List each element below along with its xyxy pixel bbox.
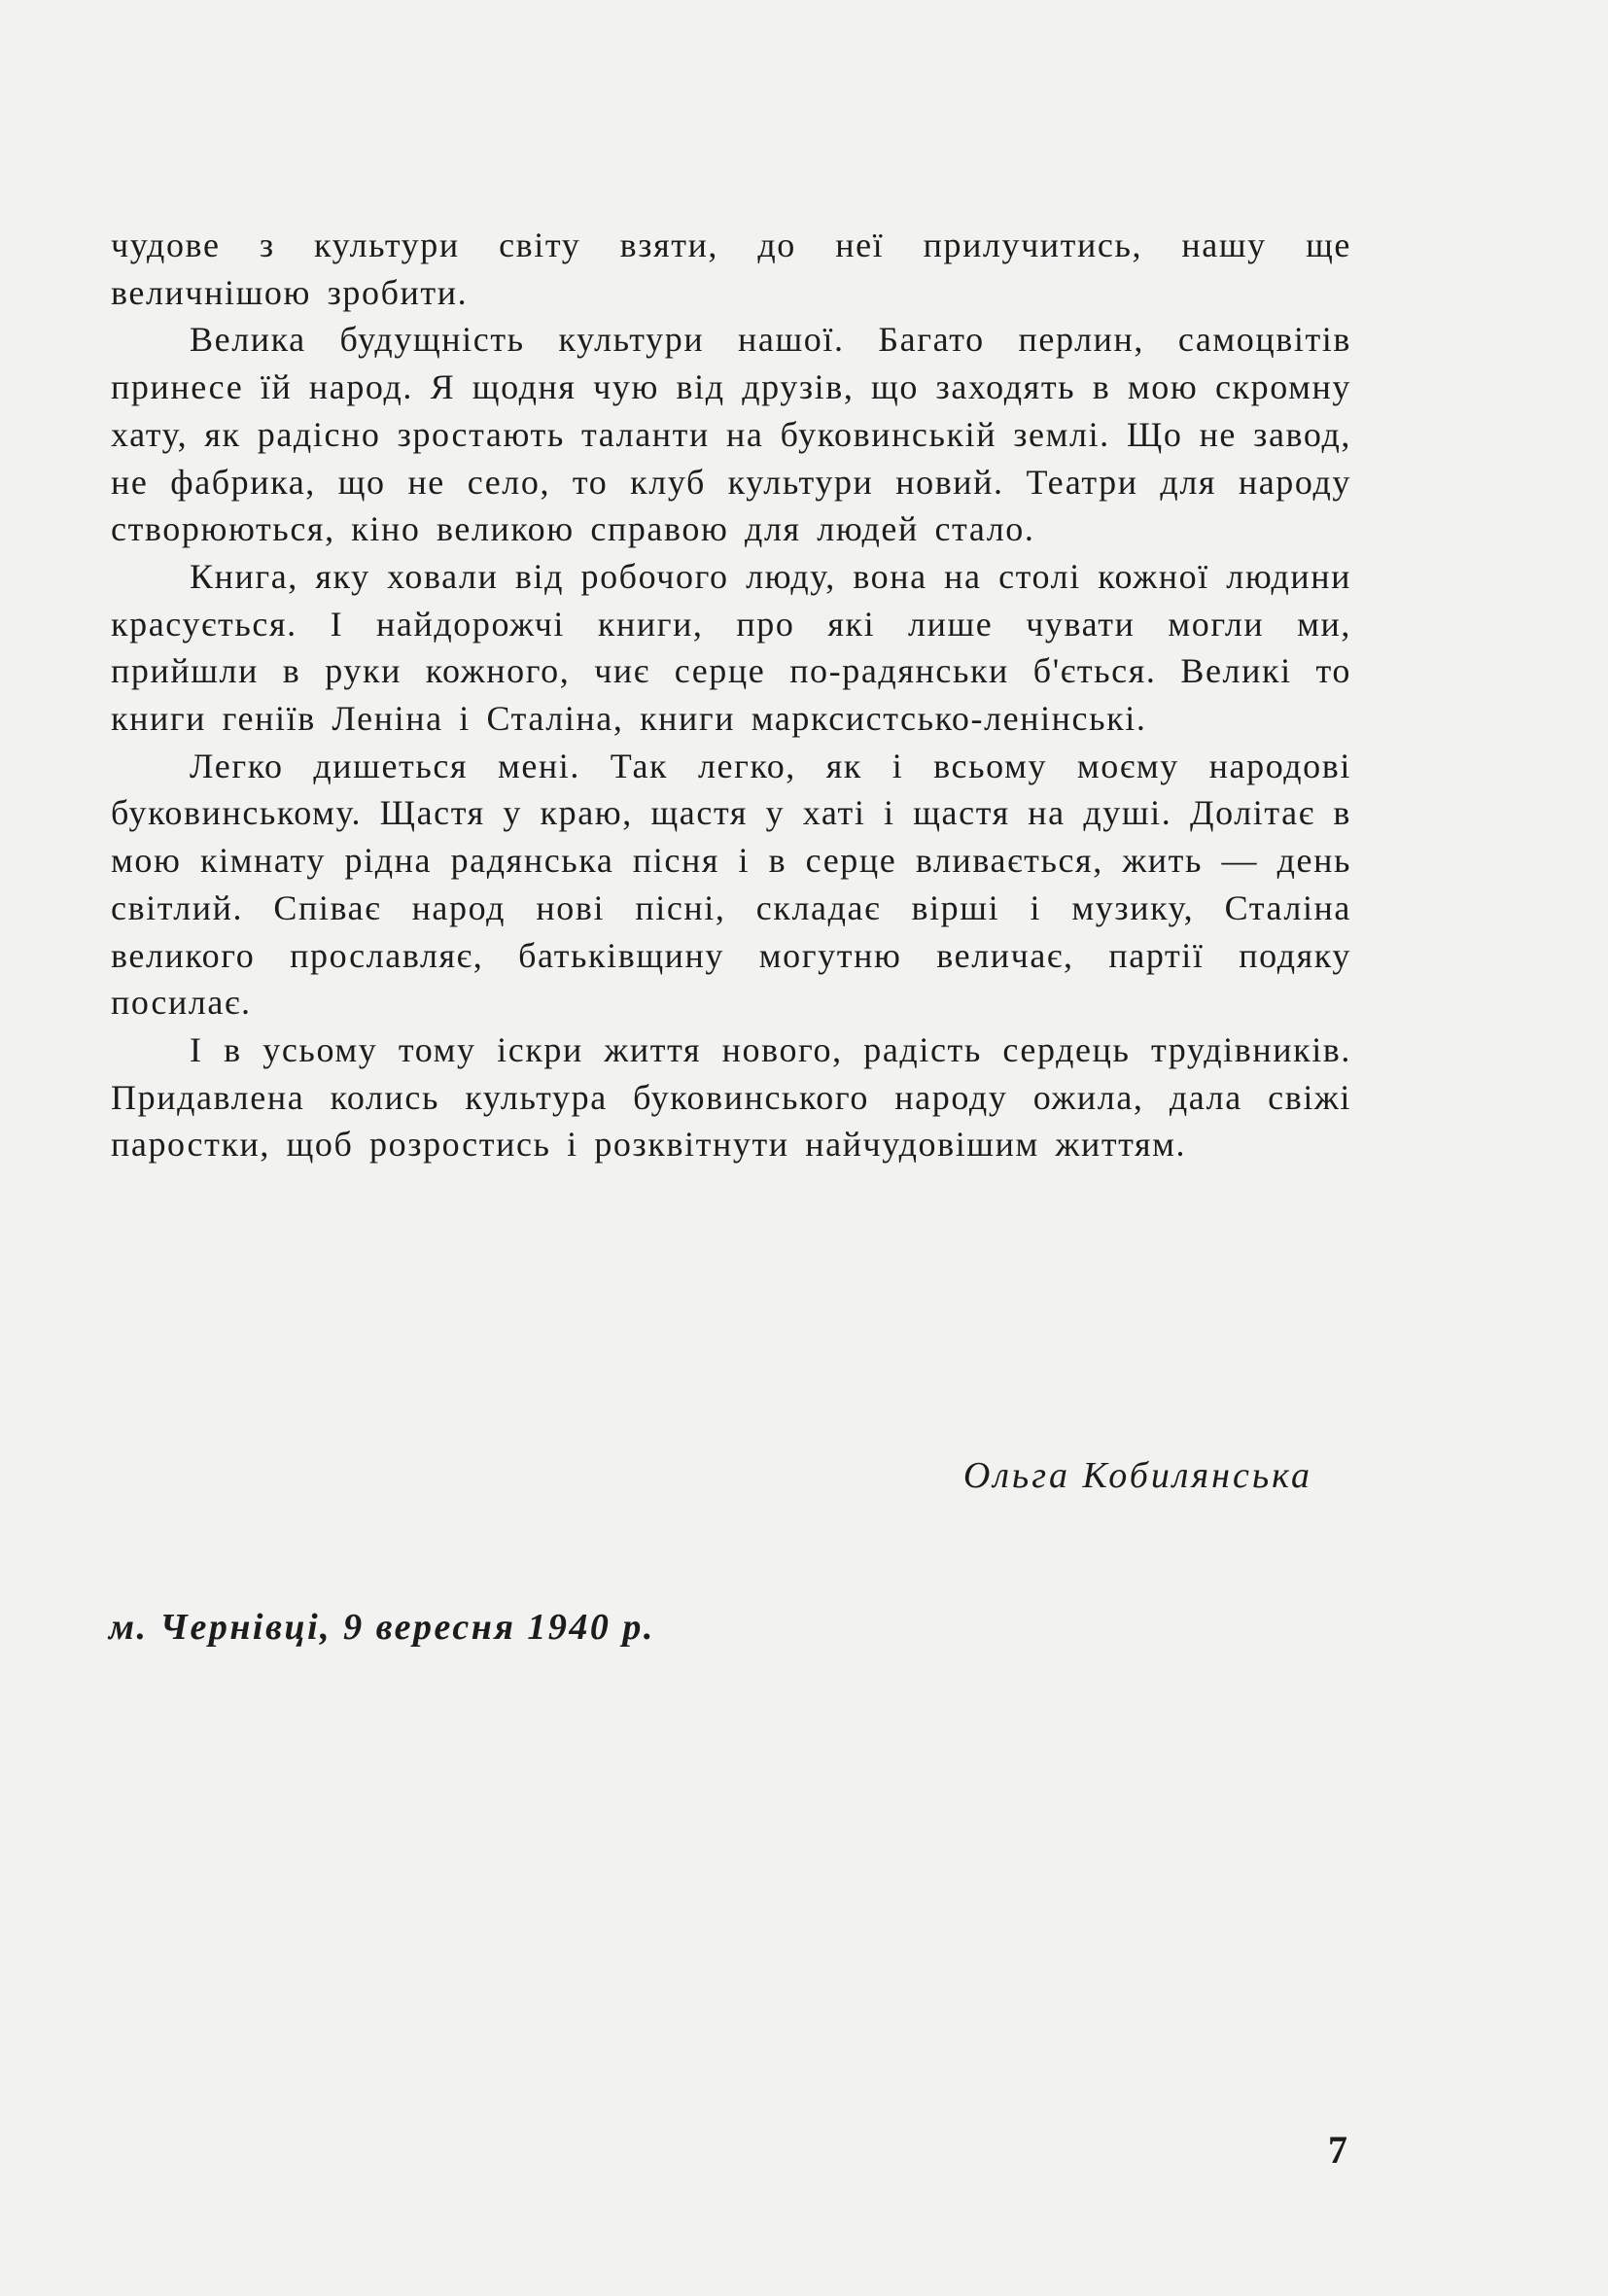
body-text [111,222,1351,1168]
paragraph: Легко дишеться мені. Так легко, як і всьому моєму народові буковинському. Щастя у краю, щастя у хаті і щастя на душі. Долітає в мою кімнату рідна радянська пісня і в серце вливається, жить — день світлий. Співає народ нові пісні, складає вірші і музику, Сталіна великого прославляє, батьківщину могутню величає, партії подяку посилає. [111,746,1351,1023]
place-date-line: м. Чернівці, 9 вересня 1940 р. [109,1607,655,1648]
paragraph: Книга, яку ховали від робочого люду, вона на столі кожної людини красується. І найдорожчі книги, про які лише чувати могли ми, прийшли в руки кожного, чиє серце по-радянськи б'ється. Великі то книги геніїв Леніна і Сталіна, книги марксистсько-ленінські. [111,556,1351,739]
author-signature: Ольга Кобилянська [962,1455,1312,1496]
paragraph: Велика будущність культури нашої. Багато перлин, самоцвітів принесе їй народ. Я щодня чую від друзів, що заходять в мою скромну хату, як радісно зростають таланти на буковинській землі. Що не завод, не фабрика, що не село, то клуб культури новий. Театри для народу створюються, кіно великою справою для людей стало. [111,320,1351,549]
page-number: 7 [1328,2128,1347,2172]
paragraph-continuation: чудове з культури світу взяти, до неї прилучитись, нашу ще величнішою зробити. [111,226,1351,312]
paragraph: І в усьому тому іскри життя нового, радість сердець трудівників. Придавлена колись культура буковинського народу ожила, дала свіжі паростки, щоб розростись і розквітнути найчудовішим життям. [111,1029,1351,1165]
